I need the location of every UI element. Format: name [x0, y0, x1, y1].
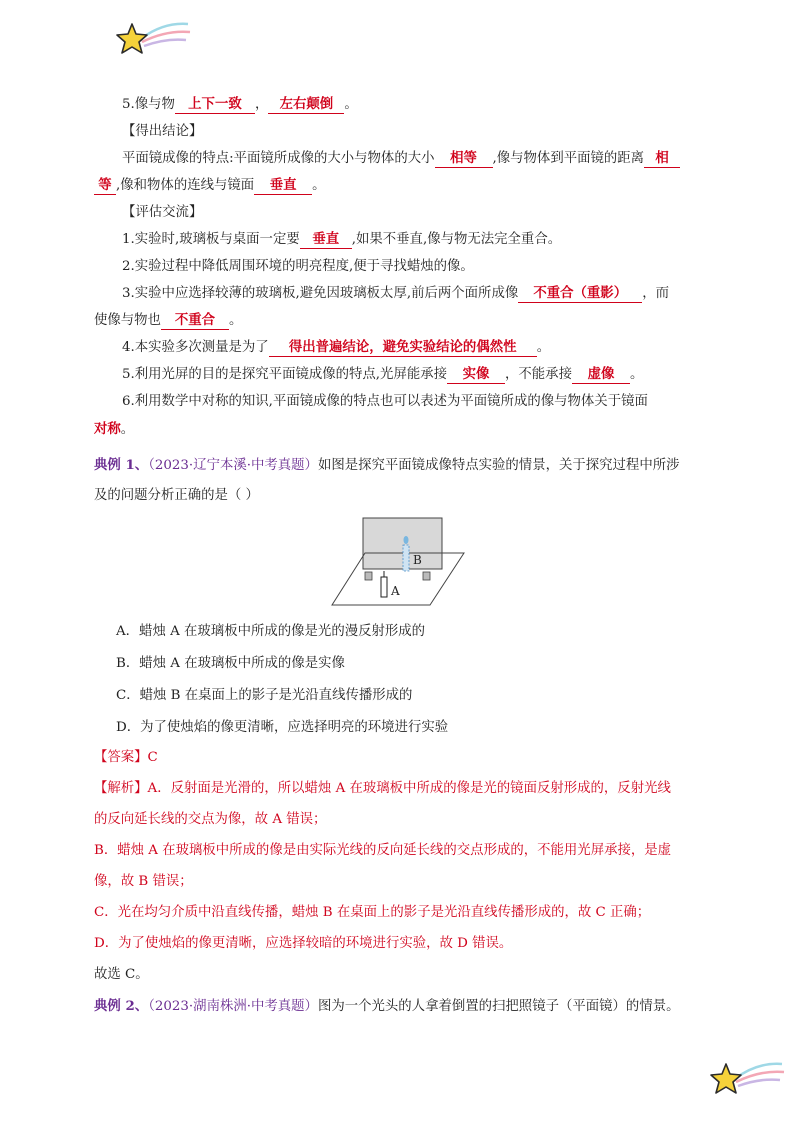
- option-a: A．蜡烛 A 在玻璃板中所成的像是光的漫反射形成的: [116, 624, 426, 639]
- eval-item: 对称。: [94, 421, 135, 437]
- blank: 得出普遍结论，避免实验结论的偶然性: [269, 339, 537, 357]
- example-1-text: 及的问题分析正确的是（ ）: [94, 488, 259, 503]
- eval-item: 5.利用光屏的目的是探究平面镜成像的特点,光屏能承接 实像 ，不能承接 虚像 。: [122, 366, 644, 382]
- blank: 不重合: [161, 312, 229, 330]
- analysis-line: C．光在均匀介质中沿直线传播，蜡烛 B 在桌面上的影子是光沿直线传播形成的，故 C 正确；: [94, 905, 651, 920]
- example-1-header: 典例 1、（2023·辽宁本溪·中考真题）如图是探究平面镜成像特点实验的情景，关于探究过程中所涉: [94, 457, 680, 473]
- eval-item: 使像与物也 不重合 。: [94, 312, 243, 328]
- blank: 上下一致: [175, 96, 255, 114]
- conclusion: 故选 C。: [94, 967, 149, 982]
- analysis-line: 的反向延长线的交点为像，故 A 错误；: [94, 812, 327, 827]
- analysis-line: 像，故 B 错误；: [94, 874, 193, 889]
- label-a: A: [391, 584, 400, 598]
- blank: 垂直: [254, 177, 312, 195]
- eval-item: 1.实验时,玻璃板与桌面一定要 垂直 ,如果不垂直,像与物无法完全重合。: [122, 231, 562, 247]
- blank: 实像: [447, 366, 505, 384]
- option-d: D．为了使烛焰的像更清晰，应选择明亮的环境进行实验: [116, 720, 449, 735]
- shooting-star-icon: [706, 1058, 786, 1100]
- blank: 左右颠倒: [268, 96, 344, 114]
- blank: 虚像: [572, 366, 630, 384]
- eval-item: 3.实验中应选择较薄的玻璃板,避免因玻璃板太厚,前后两个面所成像 不重合（重影） ，而: [122, 285, 670, 301]
- option-c: C．蜡烛 B 在桌面上的影子是光沿直线传播形成的: [116, 688, 413, 703]
- blank: 垂直: [300, 231, 352, 249]
- conclusion-line: 等 ,像和物体的连线与镜面 垂直 。: [94, 176, 326, 196]
- conclusion-line: 平面镜成像的特点:平面镜所成像的大小与物体的大小 相等 ,像与物体到平面镜的距离 相: [122, 149, 680, 169]
- answer: 【答案】C: [94, 750, 158, 765]
- blank: 相等: [435, 150, 493, 168]
- analysis-line: B．蜡烛 A 在玻璃板中所成的像是由实际光线的反向延长线的交点形成的，不能用光屏承接，是虚: [94, 843, 672, 858]
- blank: 不重合（重影）: [518, 285, 642, 303]
- blank: 等: [94, 177, 116, 195]
- label-b: B: [413, 553, 422, 567]
- shooting-star-icon: [112, 18, 192, 60]
- section-heading: 【得出结论】: [122, 124, 203, 139]
- analysis-line: D．为了使烛焰的像更清晰，应选择较暗的环境进行实验，故 D 错误。: [94, 936, 513, 951]
- eval-item: 6.利用数学中对称的知识,平面镜成像的特点也可以表述为平面镜所成的像与物体关于镜面: [122, 394, 648, 409]
- step-5: 5.像与物 上下一致 ， 左右颠倒 。: [122, 96, 358, 112]
- eval-item: 4.本实验多次测量是为了 得出普遍结论，避免实验结论的偶然性 。: [122, 339, 551, 355]
- section-heading: 【评估交流】: [122, 205, 203, 220]
- blank: 相: [644, 150, 680, 168]
- analysis-line: 【解析】A．反射面是光滑的，所以蜡烛 A 在玻璃板中所成的像是光的镜面反射形成的，反射光线: [94, 781, 671, 796]
- example-2-header: 典例 2、（2023·湖南株洲·中考真题）图为一个光头的人拿着倒置的扫把照镜子（平面镜）的情景。: [94, 998, 680, 1014]
- eval-item: 2.实验过程中降低周围环境的明亮程度,便于寻找蜡烛的像。: [122, 259, 474, 274]
- blank: 对称: [94, 421, 121, 437]
- option-b: B．蜡烛 A 在玻璃板中所成的像是实像: [116, 656, 345, 671]
